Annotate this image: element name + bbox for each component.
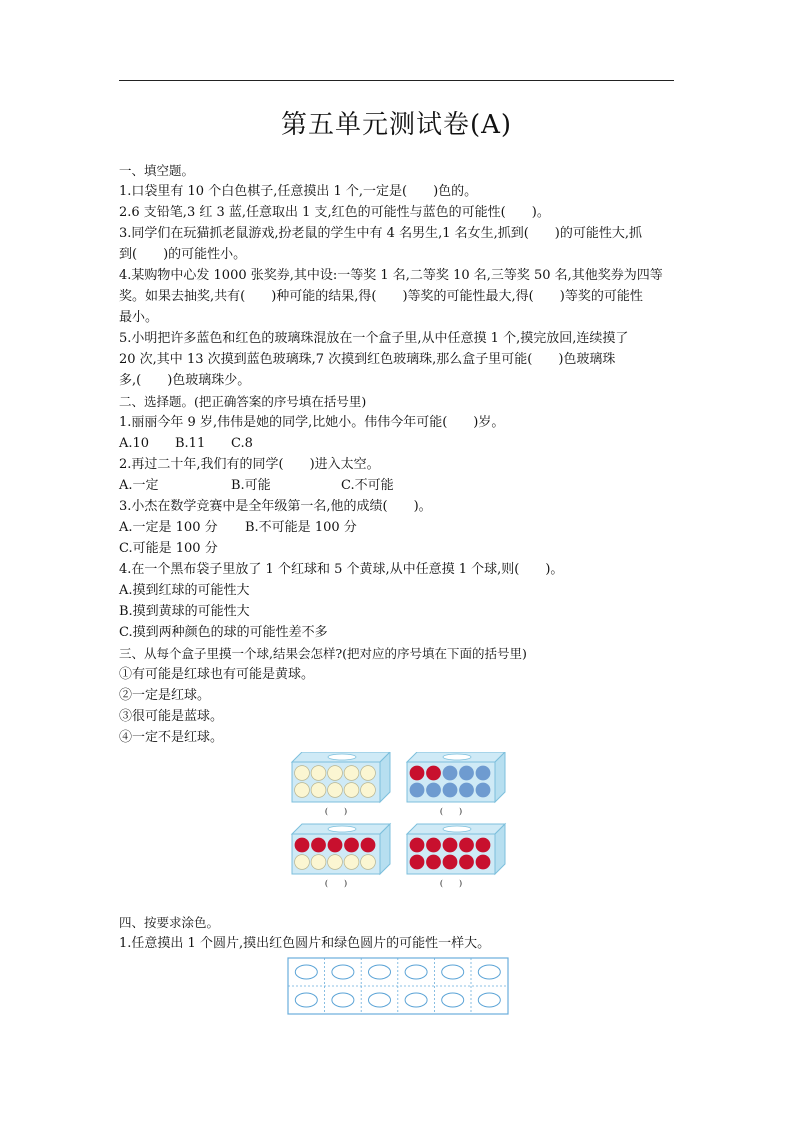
ball-yellow xyxy=(328,766,343,781)
choice-q4: 4.在一个黑布袋子里放了 1 个红球和 5 个黄球,从中任意摸 1 个球,则( )。 xyxy=(119,562,564,577)
fill-q2: 2.6 支铅笔,3 红 3 蓝,任意取出 1 支,红色的可能性与蓝色的可能性( )。 xyxy=(119,205,550,220)
fill-q3-line1: 3.同学们在玩猫抓老鼠游戏,扮老鼠的学生中有 4 名男生,1 名女生,抓到( )的可能性大,抓 xyxy=(119,226,643,241)
ball-red xyxy=(361,838,376,853)
option-a: A.一定 xyxy=(119,478,159,493)
ball-blue xyxy=(476,766,491,781)
disc xyxy=(442,993,464,1007)
ball-boxes-illustration xyxy=(290,752,510,892)
ball-yellow xyxy=(344,855,359,870)
ball-box xyxy=(407,824,505,888)
disc xyxy=(332,993,354,1007)
disc xyxy=(369,965,391,979)
ball-blue xyxy=(426,783,441,798)
ball-yellow xyxy=(295,783,310,798)
ball-red xyxy=(459,838,474,853)
box-slot xyxy=(328,826,356,832)
ball-blue xyxy=(443,783,458,798)
disc xyxy=(478,965,500,979)
top-rule xyxy=(119,80,674,81)
choice-q1: 1.丽丽今年 9 岁,伟伟是她的同学,比她小。伟伟今年可能( )岁。 xyxy=(119,415,505,430)
ball-red xyxy=(426,766,441,781)
ball-yellow xyxy=(311,766,326,781)
box-slot xyxy=(328,754,356,760)
disc xyxy=(405,965,427,979)
ball-yellow xyxy=(361,766,376,781)
ball-yellow xyxy=(344,766,359,781)
choice-q3-options xyxy=(119,517,679,538)
ball-yellow xyxy=(311,783,326,798)
option-b: B.不可能是 100 分 xyxy=(245,520,357,535)
disc-grid xyxy=(287,957,509,1015)
ball-red xyxy=(476,838,491,853)
ball-red xyxy=(443,855,458,870)
ball-blue xyxy=(459,766,474,781)
choice-q3-option-c: C.可能是 100 分 xyxy=(119,541,218,556)
fill-q1: 1.口袋里有 10 个白色棋子,任意摸出 1 个,一定是( )色的。 xyxy=(119,184,478,199)
box-slot xyxy=(443,826,471,832)
page-title: 第五单元测试卷(A) xyxy=(280,110,513,140)
ball-red xyxy=(476,855,491,870)
ball-blue xyxy=(476,783,491,798)
section-2-heading: 二、选择题。(把正确答案的序号填在括号里) xyxy=(119,394,367,409)
ball-blue xyxy=(443,766,458,781)
ball-yellow xyxy=(328,783,343,798)
choice-q4-option-a: A.摸到红球的可能性大 xyxy=(119,583,250,598)
option-c: C.8 xyxy=(231,436,253,451)
fill-q5-line2: 20 次,其中 13 次摸到蓝色玻璃珠,7 次摸到红色玻璃珠,那么盒子里可能( )色玻璃珠 xyxy=(119,352,616,367)
ball-red xyxy=(443,838,458,853)
ball-yellow xyxy=(344,783,359,798)
choice-q4-option-b: B.摸到黄球的可能性大 xyxy=(119,604,250,619)
ball-yellow xyxy=(361,855,376,870)
section-4 xyxy=(119,912,490,954)
section-3-heading: 三、从每个盒子里摸一个球,结果会怎样?(把对应的序号填在下面的括号里) xyxy=(119,646,527,661)
box-slot xyxy=(443,754,471,760)
choice-q3: 3.小杰在数学竞赛中是全年级第一名,他的成绩( )。 xyxy=(119,499,432,514)
ball-red xyxy=(410,766,425,781)
option-b: B.可能 xyxy=(231,478,271,493)
ball-yellow xyxy=(295,855,310,870)
option-b: B.11 xyxy=(175,436,206,451)
disc xyxy=(295,965,317,979)
ball-blue xyxy=(459,783,474,798)
outcome-2: ②一定是红球。 xyxy=(119,688,211,703)
ball-red xyxy=(426,838,441,853)
fill-q3-line2: 到( )的可能性小。 xyxy=(119,247,247,262)
answer-paren: ( ) xyxy=(439,807,463,816)
ball-blue xyxy=(410,783,425,798)
ball-yellow xyxy=(311,855,326,870)
answer-paren: ( ) xyxy=(324,807,348,816)
ball-red xyxy=(328,838,343,853)
disc xyxy=(332,965,354,979)
ball-yellow xyxy=(295,766,310,781)
section-4-heading: 四、按要求涂色。 xyxy=(119,915,220,930)
section-1-heading: 一、填空题。 xyxy=(119,163,195,178)
ball-red xyxy=(410,838,425,853)
option-c: C.不可能 xyxy=(341,478,394,493)
ball-red xyxy=(410,855,425,870)
outcome-1: ①有可能是红球也有可能是黄球。 xyxy=(119,667,315,682)
outcome-4: ④一定不是红球。 xyxy=(119,730,224,745)
answer-paren: ( ) xyxy=(324,879,348,888)
option-a: A.一定是 100 分 xyxy=(119,520,218,535)
fill-q5-line1: 5.小明把许多蓝色和红色的玻璃珠混放在一个盒子里,从中任意摸 1 个,摸完放回,连续摸了 xyxy=(119,331,629,346)
ball-yellow xyxy=(328,855,343,870)
question-body xyxy=(119,160,679,748)
choice-q1-options xyxy=(119,433,679,454)
ball-red xyxy=(344,838,359,853)
ball-red xyxy=(311,838,326,853)
fill-q5-line3: 多,( )色玻璃珠少。 xyxy=(119,373,251,388)
choice-q2-options xyxy=(119,475,679,496)
answer-paren: ( ) xyxy=(439,879,463,888)
choice-q2: 2.再过二十年,我们有的同学( )进入太空。 xyxy=(119,457,380,472)
disc xyxy=(295,993,317,1007)
fill-q4-line3: 最小。 xyxy=(119,310,159,325)
color-q1: 1.任意摸出 1 个圆片,摸出红色圆片和绿色圆片的可能性一样大。 xyxy=(119,936,491,951)
disc xyxy=(369,993,391,1007)
ball-yellow xyxy=(361,783,376,798)
ball-red xyxy=(295,838,310,853)
outcome-3: ③很可能是蓝球。 xyxy=(119,709,224,724)
fill-q4-line2: 奖。如果去抽奖,共有( )种可能的结果,得( )等奖的可能性最大,得( )等奖的可能性 xyxy=(119,289,643,304)
disc xyxy=(405,993,427,1007)
ball-box xyxy=(407,752,505,816)
fill-q4-line1: 4.某购物中心发 1000 张奖券,其中设:一等奖 1 名,二等奖 10 名,三等奖 50 名,其他奖券为四等 xyxy=(119,268,663,283)
ball-box xyxy=(292,752,390,816)
ball-red xyxy=(426,855,441,870)
option-a: A.10 xyxy=(119,436,150,451)
disc xyxy=(442,965,464,979)
disc xyxy=(478,993,500,1007)
ball-box xyxy=(292,824,390,888)
choice-q4-option-c: C.摸到两种颜色的球的可能性差不多 xyxy=(119,625,328,640)
ball-red xyxy=(459,855,474,870)
